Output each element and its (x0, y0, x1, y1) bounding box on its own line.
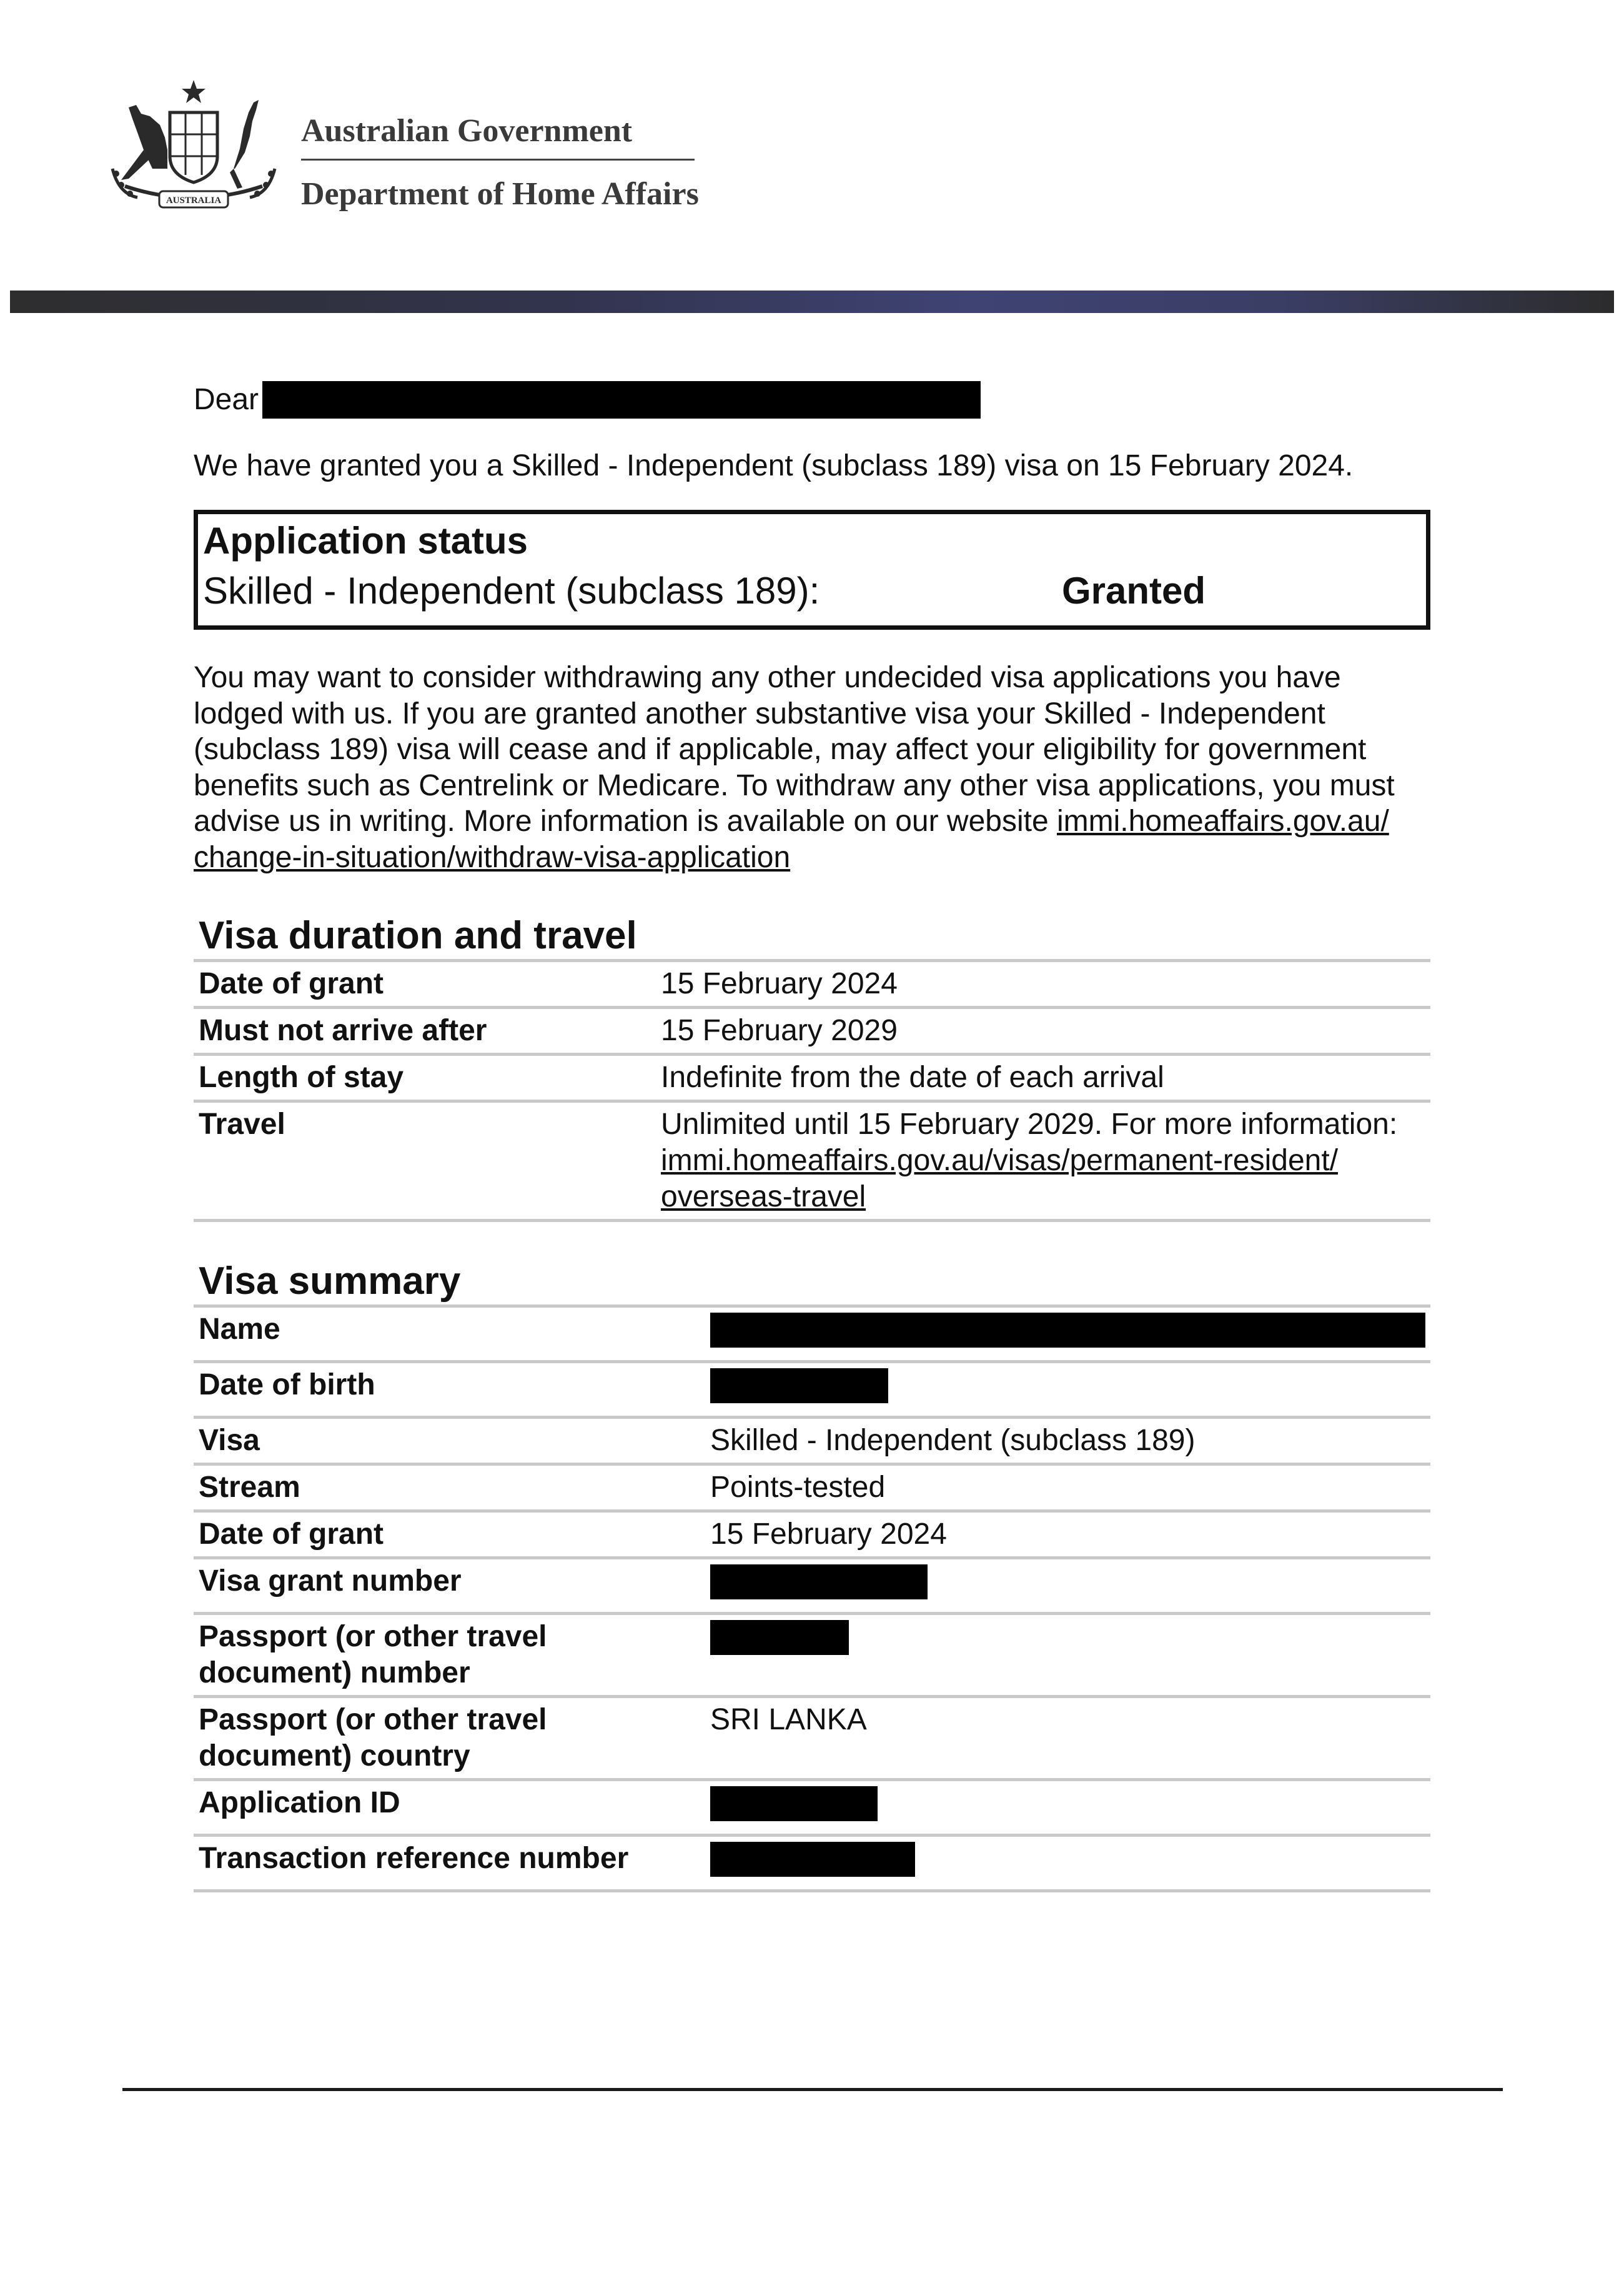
row-value (705, 1780, 1430, 1836)
row-value (656, 1101, 1430, 1221)
section-title-duration: Visa duration and travel (199, 914, 637, 957)
row-label: Travel (194, 1101, 656, 1221)
table-row (194, 1780, 1430, 1836)
row-label: Transaction reference number (194, 1836, 705, 1891)
row-value: Points-tested (705, 1464, 1430, 1511)
row-value: 15 February 2029 (656, 1008, 1430, 1055)
summary-table (194, 1305, 1430, 1892)
government-title: Australian Government (301, 111, 695, 161)
salutation-text: Dear (194, 383, 259, 416)
row-label: Application ID (194, 1780, 705, 1836)
row-label: Date of grant (194, 1511, 705, 1558)
row-value: Skilled - Independent (subclass 189) (705, 1418, 1430, 1464)
row-label: Date of birth (194, 1362, 705, 1418)
withdrawal-notice (194, 660, 1430, 875)
crest-scroll-label: AUSTRALIA (166, 196, 222, 206)
header-band (10, 291, 1614, 313)
table-row (194, 1558, 1430, 1614)
travel-text: Unlimited until 15 February 2029. For more information: (661, 1108, 1398, 1141)
row-value (705, 1558, 1430, 1614)
row-label: Date of grant (194, 961, 656, 1008)
row-label: Passport (or other travel document) country (194, 1697, 705, 1780)
redacted-date-of-birth (710, 1368, 888, 1403)
table-row (194, 1418, 1430, 1464)
row-value: 15 February 2024 (656, 961, 1430, 1008)
notice-text: You may want to consider withdrawing any other undecided visa applications you have lodged with us. If you are granted another substantive visa your Skilled - Independent (subclass 189) visa will cease and if applicable, may affect your eligibility for government benefits such as Centrelink or Medicare. To withdraw any other visa applications, you must advise us in writing. More information is available on our website (194, 661, 1395, 838)
row-label: Name (194, 1306, 705, 1362)
row-value (705, 1306, 1430, 1362)
row-value: 15 February 2024 (705, 1511, 1430, 1558)
table-row (194, 1697, 1430, 1780)
department-title: Department of Home Affairs (301, 176, 699, 212)
table-row (194, 1101, 1430, 1221)
application-status-box (194, 510, 1430, 630)
section-title-summary: Visa summary (199, 1260, 461, 1303)
row-label: Length of stay (194, 1055, 656, 1101)
status-title: Application status (203, 520, 528, 562)
row-value: Indefinite from the date of each arrival (656, 1055, 1430, 1101)
row-value (705, 1836, 1430, 1891)
row-label: Must not arrive after (194, 1008, 656, 1055)
redacted-name (710, 1313, 1425, 1348)
row-label: Visa (194, 1418, 705, 1464)
table-row (194, 1614, 1430, 1697)
redacted-passport-number (710, 1620, 849, 1655)
agency-name (301, 111, 699, 214)
status-label: Skilled - Independent (subclass 189): (203, 570, 820, 612)
row-value: SRI LANKA (705, 1697, 1430, 1780)
letter-body (194, 381, 1430, 1892)
row-label: Passport (or other travel document) number (194, 1614, 705, 1697)
table-row (194, 961, 1430, 1008)
row-label: Stream (194, 1464, 705, 1511)
redacted-application-id (710, 1786, 878, 1821)
overseas-travel-link[interactable]: immi.homeaffairs.gov.au/visas/permanent-resident/ overseas-travel (661, 1144, 1339, 1213)
row-value (705, 1614, 1430, 1697)
duration-table (194, 959, 1430, 1222)
row-label: Visa grant number (194, 1558, 705, 1614)
table-row (194, 1362, 1430, 1418)
table-row (194, 1511, 1430, 1558)
redacted-transaction-reference (710, 1842, 915, 1877)
redacted-recipient-name (262, 381, 981, 419)
coat-of-arms-icon (100, 75, 287, 219)
status-line (203, 564, 1421, 618)
status-value: Granted (1062, 570, 1206, 612)
salutation (194, 381, 1430, 419)
footer-rule (122, 2088, 1503, 2091)
table-row (194, 1464, 1430, 1511)
row-value (705, 1362, 1430, 1418)
grant-intro: We have granted you a Skilled - Independent (subclass 189) visa on 15 February 2024. (194, 449, 1354, 482)
table-row (194, 1008, 1430, 1055)
table-row (194, 1306, 1430, 1362)
table-row (194, 1055, 1430, 1101)
table-row (194, 1836, 1430, 1891)
redacted-visa-grant-number (710, 1564, 928, 1599)
withdraw-visa-link[interactable]: immi.homeaffairs.gov.au/ change-in-situation/withdraw-visa-application (194, 805, 1389, 874)
